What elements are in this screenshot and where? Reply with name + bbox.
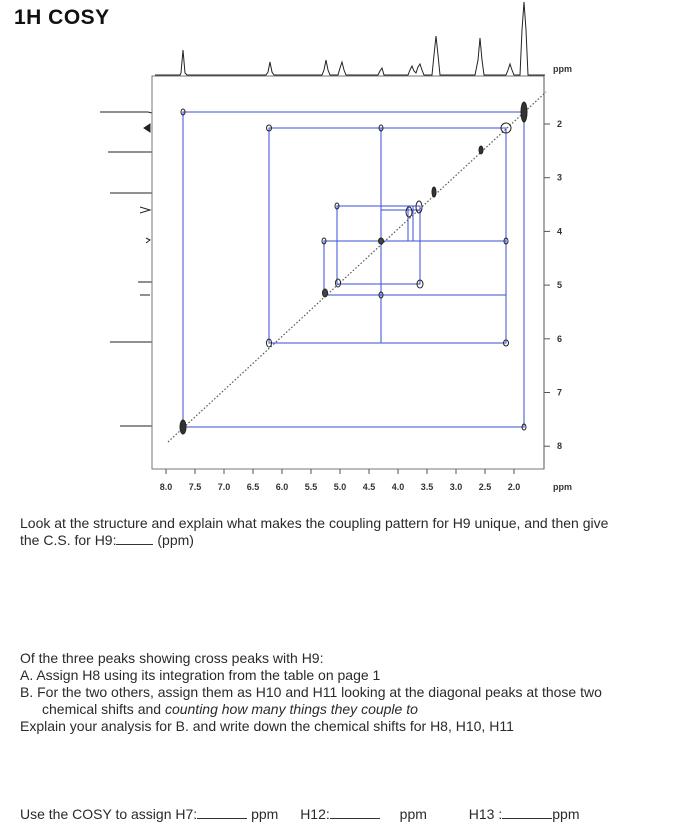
q2-b-line2-prefix: chemical shifts and: [42, 701, 165, 717]
diagonal-peak: [416, 201, 422, 213]
bottom-axis-ticks: [166, 469, 514, 474]
y-tick-label: 2: [557, 119, 563, 129]
bottom-axis-unit: ppm: [553, 482, 572, 492]
question-3: [20, 806, 675, 823]
y-tick-label: 6: [557, 333, 563, 344]
x-tick-label: 7.0: [217, 482, 231, 492]
top-1d-projection: [155, 2, 545, 75]
q1-line2-prefix: the C.S. for H9:: [20, 532, 117, 548]
q2-explain: Explain your analysis for B. and write down the chemical shifts for H8, H10, H11: [20, 718, 514, 734]
x-tick-label: 4.0: [391, 482, 405, 492]
diagonal-line: [168, 92, 546, 442]
q2-b-line2-italic: counting how many things they couple to: [164, 701, 418, 717]
plot-frame: [152, 76, 544, 469]
diagonal-peak: [406, 207, 412, 217]
diagonal-peak: [379, 238, 384, 244]
x-tick-label: 3.5: [420, 482, 434, 492]
q1-line1: Look at the structure and explain what makes the coupling pattern for H9 unique, and then give: [20, 515, 609, 531]
diagonal-peak: [521, 102, 527, 122]
h13-answer-blank[interactable]: [502, 806, 552, 819]
diagonal-peak: [323, 289, 328, 297]
q2-part-b-line2: [20, 701, 675, 718]
q3-h7-label: Use the COSY to assign H7:: [20, 806, 198, 822]
q2-part-a: A. Assign H8 using its integration from the table on page 1: [20, 667, 381, 683]
q1-line2: [20, 532, 675, 549]
x-tick-label: 2.0: [507, 482, 521, 492]
left-1d-projection: [100, 112, 152, 426]
x-tick-label: 5.5: [304, 482, 318, 492]
q3-unit1: ppm: [251, 806, 279, 822]
x-tick-label: 5.0: [333, 482, 347, 492]
x-tick-label: 2.5: [478, 482, 492, 492]
diagonal-peak: [180, 420, 186, 434]
y-tick-label: 4: [557, 226, 563, 237]
diagonal-peak: [432, 187, 436, 197]
x-tick-label: 7.5: [188, 482, 202, 492]
diagonal-peak: [336, 279, 341, 287]
peaks: [180, 102, 527, 434]
x-tick-label: 6.5: [246, 482, 260, 492]
h7-answer-blank[interactable]: [197, 806, 247, 819]
y-tick-label: 5: [557, 280, 563, 291]
q3-h12-label: H12:: [300, 806, 330, 822]
right-axis-ticks: [544, 124, 550, 446]
y-tick-label: 8: [557, 441, 563, 452]
q2-part-b-line1: B. For the two others, assign them as H10 and H11 looking at the diagonal peaks at those two: [20, 684, 602, 700]
q1-line2-suffix: (ppm): [157, 532, 194, 548]
x-tick-label: 8.0: [159, 482, 173, 492]
q2-intro: Of the three peaks showing cross peaks with H9:: [20, 650, 324, 666]
y-tick-label: 3: [557, 172, 563, 183]
diagonal-peak: [479, 146, 483, 154]
h9-answer-blank[interactable]: [116, 532, 153, 545]
h12-answer-blank[interactable]: [330, 806, 380, 819]
question-1: [20, 515, 675, 549]
right-axis-unit: ppm: [553, 64, 572, 74]
x-tick-label: 4.5: [362, 482, 376, 492]
q3-unit3: ppm: [552, 806, 580, 822]
q3-h13-label: H13 :: [468, 806, 503, 822]
y-tick-label: 7: [557, 387, 563, 398]
question-2: [20, 650, 675, 735]
page-title: 1H COSY: [14, 6, 110, 29]
q3-unit2: ppm: [399, 806, 427, 822]
x-tick-label: 3.0: [449, 482, 463, 492]
x-tick-label: 6.0: [275, 482, 289, 492]
